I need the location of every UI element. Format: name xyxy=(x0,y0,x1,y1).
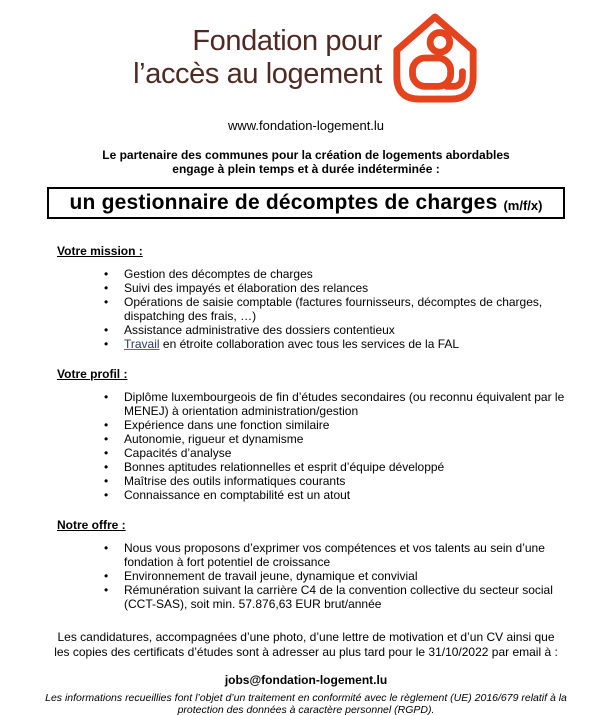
profil-list xyxy=(57,390,576,502)
list-item: • Opérations de saisie comptable (factures fournisseurs, décomptes de charges, dispatching des frais, …) xyxy=(103,295,576,323)
list-item: • Connaissance en comptabilité est un atout xyxy=(103,488,576,502)
travail-link[interactable]: Travail xyxy=(124,337,160,351)
mission-list xyxy=(57,267,576,351)
application-instructions: Les candidatures, accompagnées d’une photo, d’une lettre de motivation et d’un CV ainsi que les copies des certificats d’études sont à adresser au plus tard pour le 31/10/2022 par email à : xyxy=(54,630,558,659)
list-item: • Diplôme luxembourgeois de fin d’études secondaires (ou reconnu équivalent par le MENEJ) à orientation administration/gestion xyxy=(103,390,576,418)
section-heading-mission: Votre mission : xyxy=(57,244,143,258)
logo-text xyxy=(133,25,382,91)
list-item: • Assistance administrative des dossiers contentieux xyxy=(103,323,576,337)
logo-line1: Fondation pour xyxy=(192,24,382,57)
job-title-box xyxy=(47,187,565,219)
application-email[interactable]: jobs@fondation-logement.lu xyxy=(224,673,388,687)
section-heading-offre: Notre offre : xyxy=(57,518,126,532)
list-item: • Nous vous proposons d’exprimer vos compétences et vos talents au sein d’une fondation à fort potentiel de croissance xyxy=(103,541,576,569)
list-item-text: en étroite collaboration avec tous les services de la FAL xyxy=(159,337,460,351)
list-item: • Maîtrise des outils informatiques courants xyxy=(103,474,576,488)
intro-text xyxy=(0,148,612,176)
list-item: • Bonnes aptitudes relationnelles et esprit d’équipe développé xyxy=(103,460,576,474)
logo xyxy=(0,10,612,105)
job-title: un gestionnaire de décomptes de charges xyxy=(69,191,498,214)
job-title-gender-suffix: (m/f/x) xyxy=(503,197,543,213)
list-item: • Gestion des décomptes de charges xyxy=(103,267,576,281)
rgpd-notice: Les informations recueillies font l’objet d’un traitement en conformité avec le règlement (UE) 2016/679 relatif à la protection des données à caractère personnel (RGPD). xyxy=(45,692,567,715)
logo-line2: l’accès au logement xyxy=(133,57,382,90)
list-item: • Autonomie, rigueur et dynamisme xyxy=(103,432,576,446)
closing-block xyxy=(0,630,612,715)
person-body xyxy=(412,58,450,86)
house-person-icon xyxy=(391,12,479,104)
intro-line2: engage à plein temps et à durée indéterminée : xyxy=(172,162,440,176)
list-item: • Environnement de travail jeune, dynamique et convivial xyxy=(103,569,576,583)
website-url: www.fondation-logement.lu xyxy=(227,118,385,133)
intro-line1: Le partenaire des communes pour la création de logements abordables xyxy=(102,148,510,162)
section-heading-profil: Votre profil : xyxy=(57,367,128,381)
list-item: • Rémunération suivant la carrière C4 de la convention collective du secteur social (CCT-SAS), soit min. 57.876,63 EUR brut/année xyxy=(103,583,576,611)
list-item xyxy=(103,337,576,351)
list-item: • Suivi des impayés et élaboration des relances xyxy=(103,281,576,295)
person-head xyxy=(430,32,450,52)
job-description xyxy=(57,244,576,611)
list-item: • Capacités d’analyse xyxy=(103,446,576,460)
offre-list xyxy=(57,541,576,611)
list-item: • Expérience dans une fonction similaire xyxy=(103,418,576,432)
